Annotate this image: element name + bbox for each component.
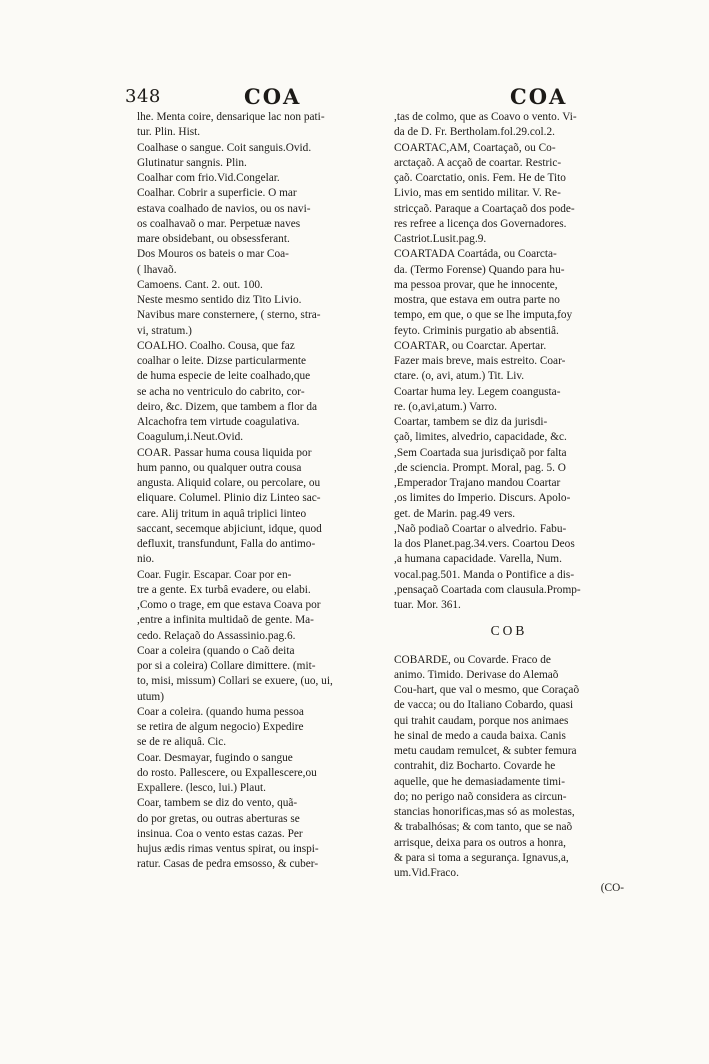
text-line: hujus ædis rimas ventus spirat, ou inspi- (137, 843, 319, 855)
text-line: Coalhar. Cobrir a superficie. O mar (137, 187, 297, 200)
text-line: ,Naõ podiaõ Coartar o alvedrio. Fabu- (394, 522, 567, 535)
text-line: Livio, mas em sentido militar. V. Re- (394, 187, 561, 200)
text-line: ,Como o trage, em que estava Coava por (137, 599, 321, 611)
text-line: ,Sem Coartada sua jurisdiçaõ por falta (394, 446, 567, 459)
text-line: ,entre a infinita multidaõ de gente. Ma- (137, 614, 314, 627)
text-line: utum) (137, 690, 164, 703)
text-line: arrisque, deixa para os outros a honra, (394, 836, 566, 849)
text-line: angusta. Aliquid colare, ou percolare, ou (137, 477, 321, 489)
text-line: insinua. Coa o vento estas cazas. Per (137, 827, 303, 840)
text-line: Coalhase o sangue. Coit sanguis.Ovid. (137, 141, 312, 154)
text-line: to, misi, missum) Collari se exuere, (uo, ui, (137, 675, 333, 688)
page-number: 348 (125, 86, 161, 107)
text-line: tur. Plin. Hist. (137, 126, 201, 139)
text-line: se retira de algum negocio) Expedire (137, 721, 304, 733)
text-line: qui trahit caudam, porque nos animaes (394, 714, 569, 727)
text-line: tempo, em que, o que se lhe imputa,foy (394, 309, 573, 322)
text-line: Neste mesmo sentido diz Tito Livio. (137, 294, 302, 306)
text-line: vocal.pag.501. Manda o Pontifice a dis- (394, 568, 575, 581)
text-line: care. Alij tritum in aquâ triplici linteo (137, 507, 307, 520)
text-line: se de re aliquâ. Cic. (137, 736, 227, 749)
text-line: çaõ, limites, alvedrio, capacidade, &c. (394, 431, 567, 444)
text-line: coalhar o leite. Dizse particularmente (137, 355, 307, 367)
text-line: contrahit, diz Bocharto. Covarde he (394, 760, 556, 773)
text-line: stricçaõ. Paraque a Coartaçaõ dos pode- (394, 202, 575, 215)
text-line: Coar a coleira. (quando huma pessoa (137, 705, 304, 718)
text-line: os coalhavaõ o mar. Perpetuæ naves (137, 217, 301, 230)
text-line: res refree a licença dos Governadores. (394, 217, 567, 230)
text-line: Coartar, tambem se diz da jurisdi- (394, 416, 548, 428)
text-line: arctaçaõ. A acçaõ de coartar. Restric- (394, 156, 562, 169)
text-line: mostra, que estava em outra parte no (394, 294, 560, 306)
text-line: Navibus mare consternere, ( sterno, stra- (137, 309, 321, 322)
text-line: Coagulum,i.Neut.Ovid. (137, 431, 244, 444)
text-line: da. (Termo Forense) Quando para hu- (394, 263, 565, 276)
text-line: se acha no ventriculo do cabrito, cor- (137, 385, 305, 398)
text-line: do por gretas, ou outras aberturas se (137, 812, 300, 825)
text-line: mare obsidebant, ou obsessferant. (137, 233, 290, 245)
text-line: COAR. Passar huma cousa liquida por (137, 446, 312, 459)
text-line: COBARDE, ou Covarde. Fraco de (394, 653, 551, 666)
text-line: Expallere. (lesco, lui.) Plaut. (137, 782, 266, 794)
text-line: hum panno, ou qualquer outra cousa (137, 461, 302, 474)
text-line: COALHO. Coalho. Cousa, que faz (137, 339, 295, 352)
running-head-right: COA (510, 84, 568, 109)
text-line: la dos Planet.pag.34.vers. Coartou Deos (394, 538, 575, 550)
text-line: ,tas de colmo, que as Coavo o vento. Vi- (394, 111, 577, 123)
text-line: Coar. Fugir. Escapar. Coar por en- (137, 568, 292, 581)
text-line: ctare. (o, avi, atum.) Tit. Liv. (394, 370, 525, 383)
text-line: eliquare. Columel. Plinio diz Linteo sac- (137, 492, 321, 505)
text-line: Coar a coleira (quando o Caõ deita (137, 644, 295, 657)
text-line: ,pensaçaõ Coartada com clausula.Promp- (394, 583, 581, 596)
text-line: çaõ. Coarctatio, onis. Fem. He de Tito (394, 172, 566, 184)
text-line: ,de sciencia. Prompt. Moral, pag. 5. O (394, 461, 566, 474)
text-line: & trabalhósas; & com tanto, que se naõ (394, 821, 573, 834)
text-line: Coar, tambem se diz do vento, quã- (137, 797, 298, 810)
text-line: get. de Marin. pag.49 vers. (394, 507, 516, 520)
text-line: Coalhar com frio.Vid.Congelar. (137, 172, 280, 184)
catchword: (CO- (600, 882, 624, 895)
running-head-left: COA (244, 84, 302, 109)
text-line: Cou-hart, que val o mesmo, que Coraçaõ (394, 684, 580, 696)
text-line: de huma especie de leite coalhado,que (137, 370, 311, 383)
text-line: Coar. Desmayar, fugindo o sangue (137, 751, 293, 764)
text-line: saccant, secemque abjiciunt, idque, quod (137, 522, 322, 535)
text-line: stancias honorificas,mas só as molestas, (394, 806, 575, 818)
text-line: aquelle, que he demasiadamente timi- (394, 775, 565, 788)
text-line: & para si toma a segurança. Ignavus,a, (394, 851, 569, 864)
text-line: lhe. Menta coire, densarique lac non pati- (137, 111, 325, 123)
section-heading-cob: COB (490, 623, 528, 639)
text-line: feyto. Criminis purgatio ab absentiâ. (394, 324, 559, 337)
left-column (137, 110, 367, 873)
text-line: tuar. Mor. 361. (394, 599, 461, 611)
right-column-entries-cob (394, 653, 624, 882)
text-line: um.Vid.Fraco. (394, 867, 459, 879)
text-line: por si a coleira) Collare dimittere. (mit- (137, 660, 316, 672)
text-line: tre a gente. Ex turbâ evadere, ou elabi. (137, 583, 311, 596)
text-line: Coartar huma ley. Legem coangusta- (394, 385, 561, 398)
text-line: nio. (137, 553, 155, 566)
text-line: Alcachofra tem virtude coagulativa. (137, 416, 300, 428)
text-line: re. (o,avi,atum.) Varro. (394, 400, 497, 413)
text-line: deiro, &c. Dizem, que tambem a flor da (137, 400, 318, 413)
text-line: Glutinatur sangnis. Plin. (137, 156, 247, 169)
text-line: do; no perigo naõ considera as circun- (394, 790, 567, 803)
text-line: ,Emperador Trajano mandou Coartar (394, 477, 561, 489)
text-line: vi, stratum.) (137, 324, 192, 337)
text-line: do rosto. Pallescere, ou Expallescere,ou (137, 766, 317, 779)
text-line: he sinal de medo a cauda baixa. Canis (394, 729, 566, 742)
text-line: animo. Timido. Derivase do Alemaõ (394, 668, 559, 681)
text-line: defluxit, transfundunt, Falla do antimo- (137, 538, 316, 550)
text-line: estava coalhado de navios, ou os navi- (137, 202, 311, 215)
text-line: Castriot.Lusit.pag.9. (394, 233, 487, 245)
text-line: de vacca; ou do Italiano Cobardo, quasi (394, 699, 574, 712)
text-line: ,a humana capacidade. Varella, Num. (394, 553, 562, 566)
text-line: Dos Mouros os bateis o mar Coa- (137, 248, 289, 261)
text-line: Camoens. Cant. 2. out. 100. (137, 278, 263, 291)
text-line: da de D. Fr. Bertholam.fol.29.col.2. (394, 126, 555, 139)
text-line: ratur. Casas de pedra emsosso, & cuber- (137, 858, 319, 871)
text-line: ma pessoa provar, que he innocente, (394, 278, 558, 291)
text-line: COARTAC,AM, Coartaçaõ, ou Co- (394, 141, 556, 154)
text-line: COARTADA Coartáda, ou Coarcta- (394, 248, 557, 261)
text-line: COARTAR, ou Coarctar. Apertar. (394, 339, 547, 352)
text-line: metu caudam remulcet, & subter femura (394, 745, 577, 757)
text-line: cedo. Relaçaõ do Assassinio.pag.6. (137, 629, 296, 642)
text-line: ( lhavaõ. (137, 263, 177, 276)
text-line: ,os limites do Imperio. Discurs. Apolo- (394, 492, 571, 505)
text-line: Fazer mais breve, mais estreito. Coar- (394, 355, 566, 367)
right-column-entries-coa (394, 110, 624, 613)
right-column (394, 110, 624, 897)
